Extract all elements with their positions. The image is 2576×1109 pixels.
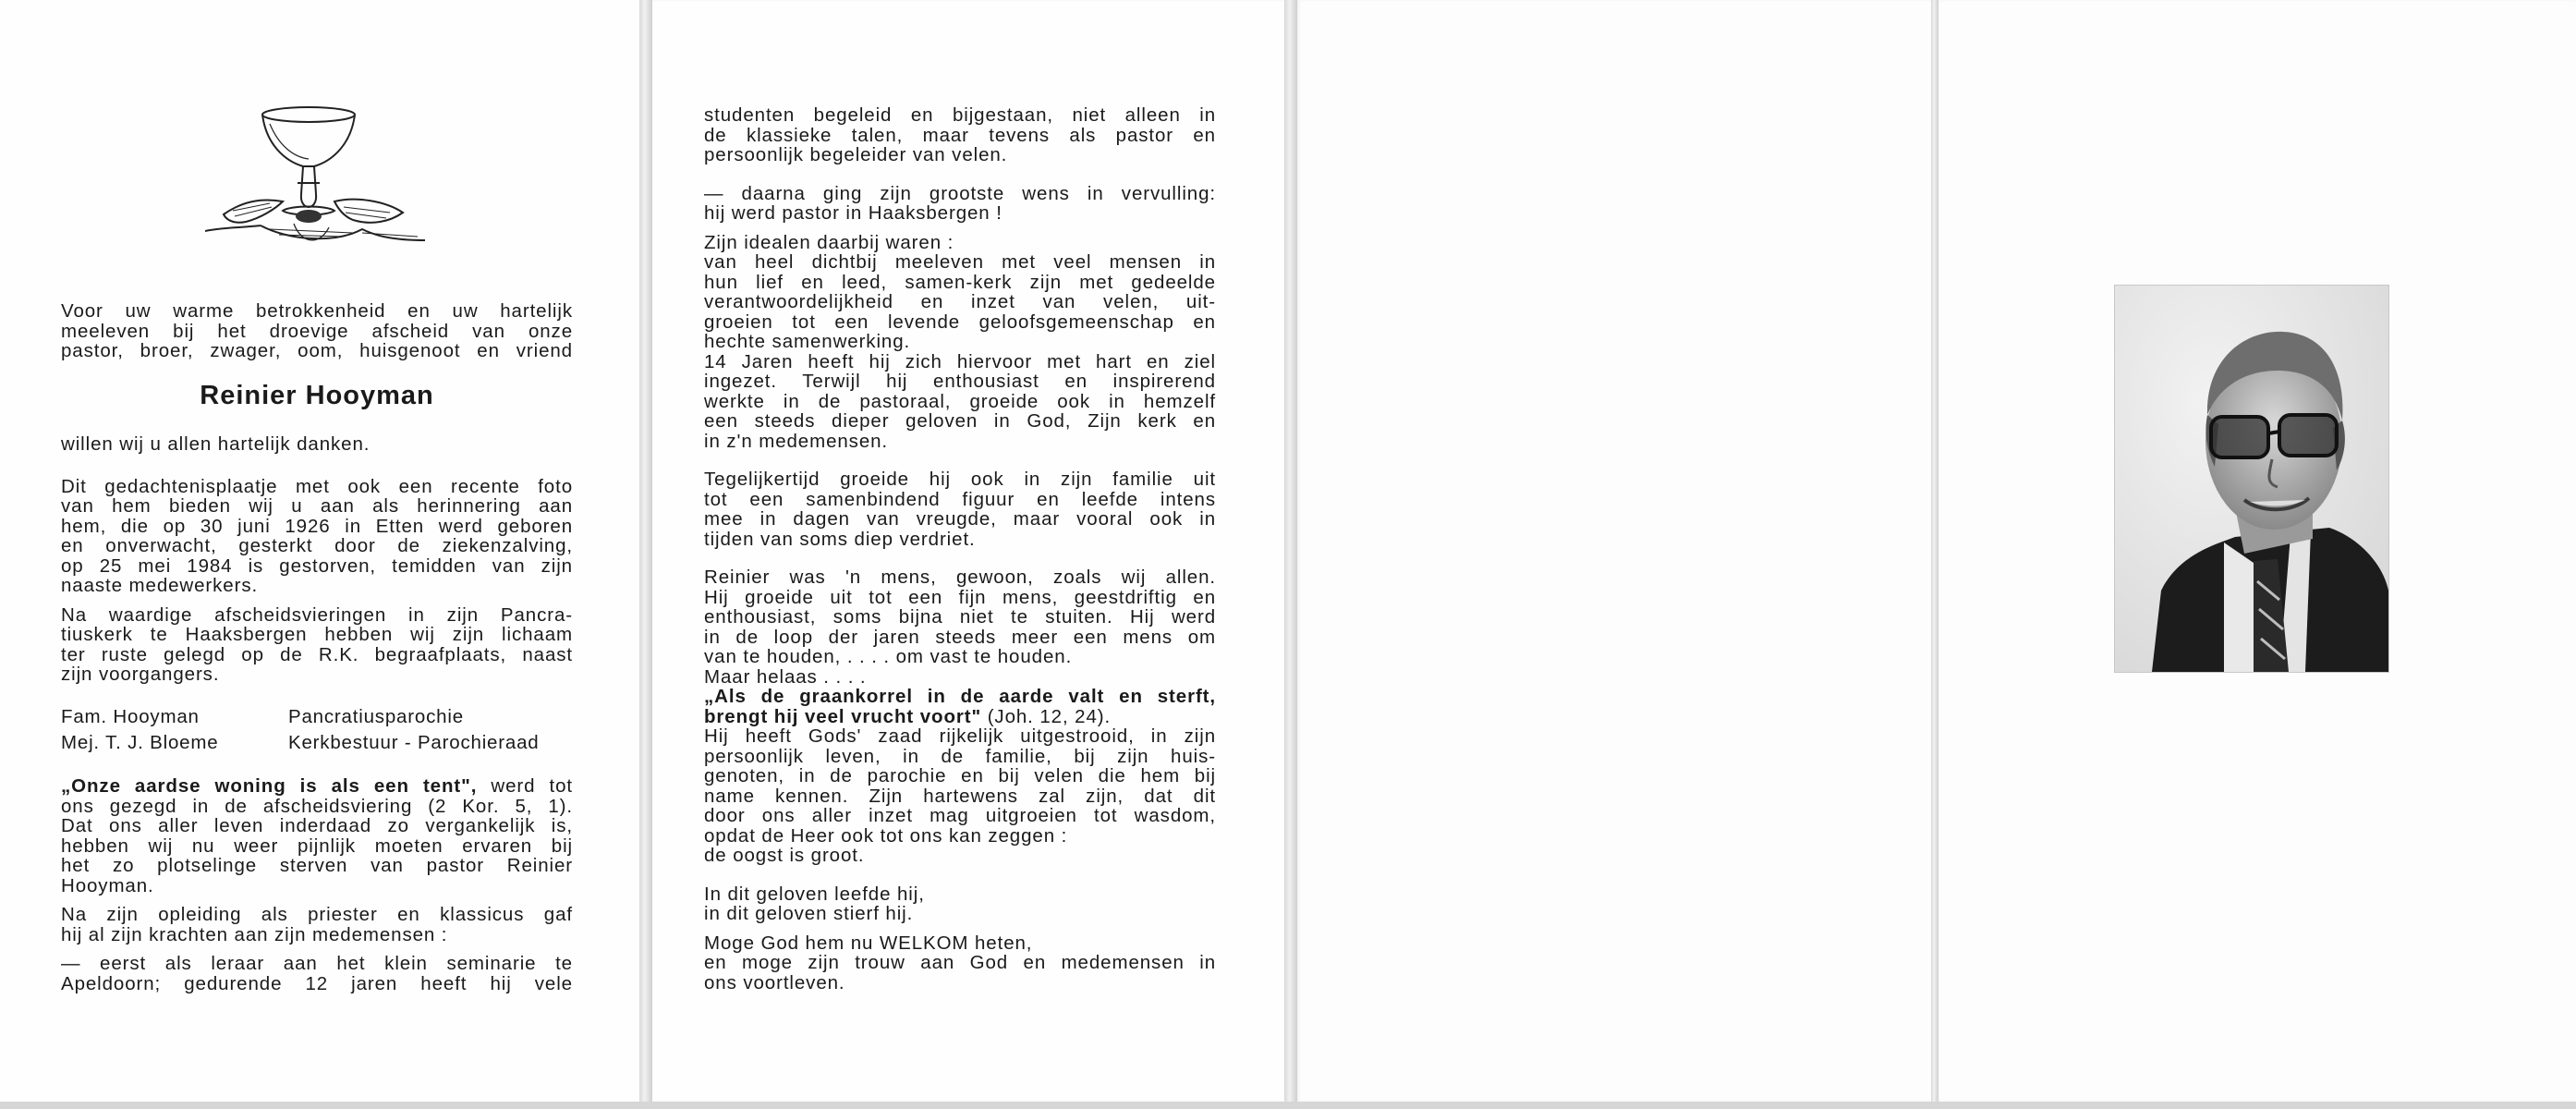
- text-line: van heel dichtbij meeleven met veel mensen in: [704, 251, 1216, 273]
- text-line: in dit geloven stierf hij.: [704, 903, 914, 924]
- text-line: Zijn idealen daarbij waren :: [704, 231, 954, 253]
- text-line: op 25 mei 1984 is gestorven, temidden van zijn: [61, 554, 573, 577]
- text-line: Dat ons aller leven inderdaad zo vergankelijk is,: [61, 815, 573, 836]
- text-line: ons gezegd in de afscheidsviering (2 Kor. 5, 1).: [61, 795, 573, 817]
- text-line: verantwoordelijkheid en inzet van velen, uit-: [704, 291, 1216, 312]
- card-panel-blank: [1297, 0, 1935, 1102]
- text-line: Maar helaas . . . .: [704, 665, 867, 688]
- text-fragment: werd tot: [491, 775, 573, 797]
- portrait-photo: [2114, 285, 2389, 673]
- text-line: — daarna ging zijn grootste wens in vervulling:: [704, 182, 1216, 204]
- text-line: werkte in de pastoraal, groeide ook in hemzelf: [704, 390, 1216, 412]
- signatory-name: Fam. Hooyman: [61, 706, 200, 727]
- text-line: Apeldoorn; gedurende 12 jaren heeft hij vele: [61, 972, 573, 994]
- text-line: mee in dagen van vreugde, maar vooral ook in: [704, 508, 1216, 530]
- text-line: in z'n medemensen.: [704, 430, 889, 452]
- text-line: het zo plotselinge sterven van pastor Reinier: [61, 855, 573, 876]
- text-line: door ons aller inzet mag uitgroeien tot wasdom,: [704, 805, 1216, 826]
- text-line: een steeds dieper geloven in God, Zijn kerk en: [704, 410, 1216, 432]
- scan-edge: [0, 1102, 2576, 1109]
- text-line: in de loop der jaren steeds meer een mens om: [704, 626, 1216, 648]
- text-line: Hij groeide uit tot een fijn mens, geestdriftig en: [704, 586, 1216, 608]
- signatory-name: Mej. T. J. Bloeme: [61, 732, 219, 753]
- text-line: name kennen. Zijn hartewens zal zijn, dat dit: [704, 785, 1216, 807]
- fold-shadow: [639, 0, 652, 1109]
- biography-text: [704, 105, 1216, 993]
- text-line: Voor uw warme betrokkenheid en uw hartelijk: [61, 300, 573, 322]
- text-line: Hooyman.: [61, 874, 154, 896]
- signatory-org: Pancratiusparochie: [288, 706, 464, 727]
- scripture-reference: (Joh. 12, 24).: [981, 705, 1112, 727]
- text-line: Moge God hem nu WELKOM heten,: [704, 932, 1033, 954]
- text-line: hechte samenwerking.: [704, 331, 911, 352]
- scripture-quote: „Als de graankorrel in de aarde valt en sterft,: [704, 686, 1216, 707]
- text-line: tijden van soms diep verdriet.: [704, 528, 976, 550]
- text-line: In dit geloven leefde hij,: [704, 883, 925, 905]
- text-line: hij al zijn krachten aan zijn medemensen :: [61, 923, 448, 945]
- quote-paragraph: [61, 776, 573, 993]
- chalice-icon: [205, 105, 449, 262]
- text-line: groeien tot een levende geloofsgemeenschap en: [704, 311, 1216, 333]
- text-line: ingezet. Terwijl hij enthousiast en inspirerend: [704, 371, 1216, 392]
- intro-paragraph: [61, 301, 573, 361]
- text-line: Na zijn opleiding als priester en klassicus gaf: [61, 904, 573, 925]
- text-line: tot een samenbindend figuur en leefde intens: [704, 488, 1216, 510]
- text-line: Reinier was 'n mens, gewoon, zoals wij allen.: [704, 567, 1216, 588]
- scripture-quote: brengt hij veel vrucht voort": [704, 705, 982, 727]
- text-line: Hij heeft Gods' zaad rijkelijk uitgestrooid, in zijn: [704, 725, 1216, 747]
- text-line: meeleven bij het droevige afscheid van onze: [61, 320, 573, 342]
- quote-bold: „Onze aardse woning is als een tent",: [61, 775, 478, 797]
- text-line: persoonlijk begeleider van velen.: [704, 144, 1008, 165]
- fold-shadow: [1284, 0, 1297, 1109]
- text-line: Tegelijkertijd groeide hij ook in zijn familie uit: [704, 469, 1216, 490]
- signatory-org: Kerkbestuur - Parochieraad: [288, 732, 540, 753]
- text-line: tiuskerk te Haaksbergen hebben wij zijn lichaam: [61, 624, 573, 645]
- text-line: hij werd pastor in Haaksbergen !: [704, 202, 1002, 224]
- memorial-text: [61, 434, 573, 685]
- text-line: Na waardige afscheidsvieringen in zijn Pancra-: [61, 603, 573, 626]
- text-line: hun lief en leed, samen-kerk zijn met gedeelde: [704, 271, 1216, 293]
- text-line: de klassieke talen, maar tevens als pastor en: [704, 124, 1216, 146]
- text-line: hebben wij nu weer pijnlijk moeten ervaren bij: [61, 835, 573, 857]
- text-line: van hem bieden wij u aan als herinnering aan: [61, 495, 573, 517]
- deceased-name: Reinier Hooyman: [200, 381, 434, 410]
- text-line: genoten, in de parochie en bij velen die hem bij: [704, 765, 1216, 786]
- text-line: de oogst is groot.: [704, 845, 865, 866]
- text-line: en moge zijn trouw aan God en medemensen in: [704, 952, 1216, 973]
- text-line: opdat de Heer ook tot ons kan zeggen :: [704, 824, 1068, 847]
- text-line: persoonlijk leven, in de familie, bij zijn huis-: [704, 745, 1216, 767]
- text-line: zijn voorgangers.: [61, 664, 220, 685]
- text-line: — eerst als leraar aan het klein seminarie te: [61, 953, 573, 974]
- text-line: en onverwacht, gesterkt door de ziekenzalving,: [61, 535, 573, 556]
- text-line: ter ruste gelegd op de R.K. begraafplaats, naast: [61, 643, 573, 665]
- text-line: van te houden, . . . . om vast te houden.: [704, 646, 1073, 667]
- text-line: Dit gedachtenisplaatje met ook een recente foto: [61, 475, 573, 497]
- text-line: studenten begeleid en bijgestaan, niet alleen in: [704, 104, 1216, 126]
- text-line: enthousiast, soms bijna niet te stuiten. Hij werd: [704, 606, 1216, 628]
- fold-shadow: [1931, 0, 1938, 1109]
- text-line: 14 Jaren heeft hij zich hiervoor met hart en ziel: [704, 350, 1216, 372]
- text-line: pastor, broer, zwager, oom, huisgenoot en vriend: [61, 340, 573, 361]
- text-line: hem, die op 30 juni 1926 in Etten werd geboren: [61, 515, 573, 537]
- thanks-line: willen wij u allen hartelijk danken.: [61, 433, 371, 455]
- text-line: ons voortleven.: [704, 971, 845, 993]
- text-line: naaste medewerkers.: [61, 575, 259, 596]
